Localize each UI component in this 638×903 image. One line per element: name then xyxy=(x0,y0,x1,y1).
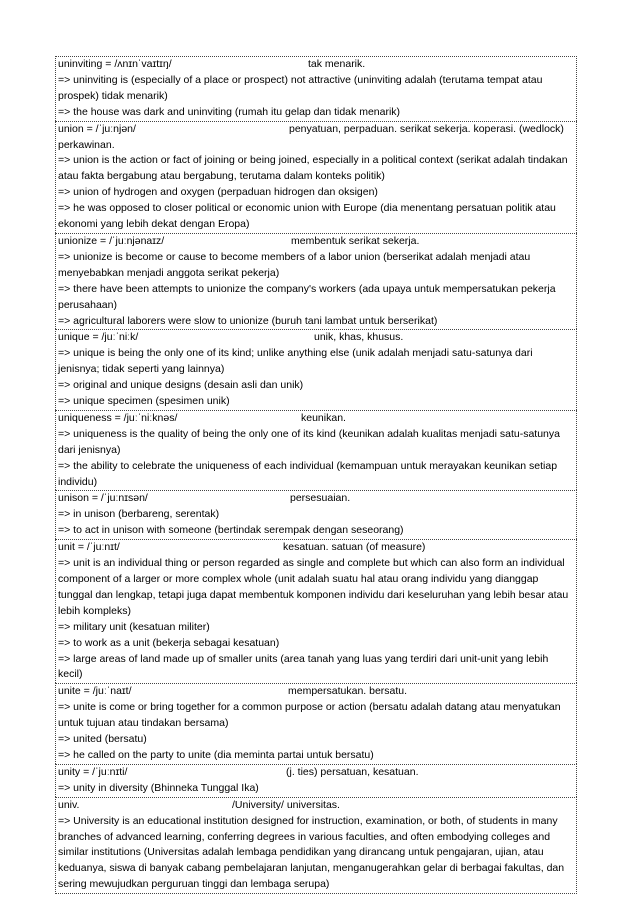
entry-unison xyxy=(55,490,577,539)
headword: univ. xyxy=(58,798,80,811)
example-line: => unit is an individual thing or person regarded as single and complete but which can also form an individual component of a larger or more complex whole (unit adalah suatu hal atau orang individu yang dianggap tunggal dan lengkap, tetapi juga dapat membentuk komponen individu dari keseluruhan yang lebih besar atau lebih kompleks) xyxy=(58,557,569,617)
example-line: => large areas of land made up of smaller units (area tanah yang luas yang terdiri dari unit-unit yang lebih kecil) xyxy=(58,652,549,681)
headword: unique = /juːˈniːk/ xyxy=(58,331,139,344)
short-definition: /University/ universitas. xyxy=(232,798,340,811)
short-definition: unik, khas, khusus. xyxy=(314,331,404,344)
example-line: => to act in unison with someone (bertindak serempak dengan seseorang) xyxy=(58,524,404,537)
headword: unit = /ˈjuːnɪt/ xyxy=(58,541,120,554)
entry-header xyxy=(58,798,574,814)
entry-header xyxy=(58,330,574,346)
entry-union xyxy=(55,121,577,233)
entry-header xyxy=(58,411,574,427)
example-line: => he was opposed to closer political or economic union with Europe (dia menentang persatuan politik atau ekonomi yang lebih dekat dengan Eropa) xyxy=(58,202,556,231)
short-definition: tak menarik. xyxy=(308,58,366,70)
short-definition: keunikan. xyxy=(301,411,346,424)
example-line: => the house was dark and uninviting (rumah itu gelap dan tidak menarik) xyxy=(58,105,401,118)
entry-unionize xyxy=(55,233,577,329)
example-line: => unique is being the only one of its kind; unlike anything else (unik adalah menjadi satu-satunya dari jenisnya; tidak seperti yang lainnya) xyxy=(58,347,533,376)
example-line: => University is an educational institution designed for instruction, examination, or both, of students in many branches of advanced learning, conferring degrees in various faculties, and often embodying colleges and similar institutions (Universitas adalah lembaga pendidikan yang dirancang untuk pengajaran, ujian, atau keduanya, siswa di banyak cabang pembelajaran lanjutan, menganugerahkan gelar di berbagai fakultas, dan sering mewujudkan perguruan tinggi dan lembaga serupa) xyxy=(58,814,565,891)
entry-header xyxy=(58,765,574,781)
entry-uniqueness xyxy=(55,410,577,491)
example-line: => original and unique designs (desain asli dan unik) xyxy=(58,379,304,392)
short-definition: persesuaian. xyxy=(290,492,351,505)
example-line: => in unison (berbareng, serentak) xyxy=(58,508,220,521)
entry-header xyxy=(58,491,574,507)
headword: unity = /ˈjuːnɪti/ xyxy=(58,765,128,778)
example-line: => union is the action or fact of joining or being joined, especially in a political context (serikat adalah tindakan atau fakta bergabung atau bergabung, terutama dalam konteks politik) xyxy=(58,154,568,183)
entry-header xyxy=(58,684,574,700)
example-line: => he called on the party to unite (dia meminta partai untuk bersatu) xyxy=(58,748,374,761)
example-line: => agricultural laborers were slow to unionize (buruh tani lambat untuk berserikat) xyxy=(58,314,438,327)
short-definition: (j. ties) persatuan, kesatuan. xyxy=(286,765,419,778)
short-definition: kesatuan. satuan (of measure) xyxy=(283,541,426,554)
short-definition: penyatuan, perpaduan. serikat sekerja. koperasi. (wedlock) perkawinan. xyxy=(58,122,564,151)
headword: uniqueness = /juːˈniːknəs/ xyxy=(58,411,178,424)
headword: unison = /ˈjuːnɪsən/ xyxy=(58,492,148,505)
example-line: => united (bersatu) xyxy=(58,733,147,746)
headword: union = /ˈjuːnjən/ xyxy=(58,122,136,135)
entry-header xyxy=(58,57,574,73)
example-line: => unite is come or bring together for a common purpose or action (bersatu adalah datang atau menyatukan untuk tujuan atau tindakan bersama) xyxy=(58,701,561,730)
entry-unity xyxy=(55,764,577,797)
entry-header xyxy=(58,122,574,154)
headword: uninviting = /ʌnɪnˈvaɪtɪŋ/ xyxy=(58,58,172,70)
entry-unique xyxy=(55,329,577,410)
example-line: => to work as a unit (bekerja sebagai kesatuan) xyxy=(58,636,280,649)
headword: unionize = /ˈjuːnjənaɪz/ xyxy=(58,234,165,247)
example-line: => union of hydrogen and oxygen (perpaduan hidrogen dan oksigen) xyxy=(58,186,378,199)
entry-header xyxy=(58,234,574,250)
entry-uninviting xyxy=(55,56,577,121)
short-definition: mempersatukan. bersatu. xyxy=(288,685,408,698)
example-line: => the ability to celebrate the uniqueness of each individual (kemampuan untuk merayakan keunikan setiap individu) xyxy=(58,459,558,488)
example-line: => unionize is become or cause to become members of a labor union (berserikat adalah menjadi atau menyebabkan menjadi anggota serikat pekerja) xyxy=(58,250,531,279)
dictionary-sheet xyxy=(55,56,577,894)
entry-unit xyxy=(55,539,577,683)
example-line: => uninviting is (especially of a place or prospect) not attractive (uninviting adalah (terutama tempat atau prospek) tidak menarik) xyxy=(58,73,543,102)
entry-univ xyxy=(55,797,577,894)
entry-header xyxy=(58,540,574,556)
example-line: => military unit (kesatuan militer) xyxy=(58,620,210,633)
example-line: => there have been attempts to unionize the company's workers (ada upaya untuk mempersatukan pekerja perusahaan) xyxy=(58,282,556,311)
headword: unite = /juːˈnaɪt/ xyxy=(58,685,132,698)
short-definition: membentuk serikat sekerja. xyxy=(291,234,420,247)
example-line: => unity in diversity (Bhinneka Tunggal Ika) xyxy=(58,781,259,794)
entry-unite xyxy=(55,683,577,764)
example-line: => unique specimen (spesimen unik) xyxy=(58,395,230,408)
example-line: => uniqueness is the quality of being the only one of its kind (keunikan adalah kualitas menjadi satu-satunya dari jenisnya) xyxy=(58,427,560,456)
